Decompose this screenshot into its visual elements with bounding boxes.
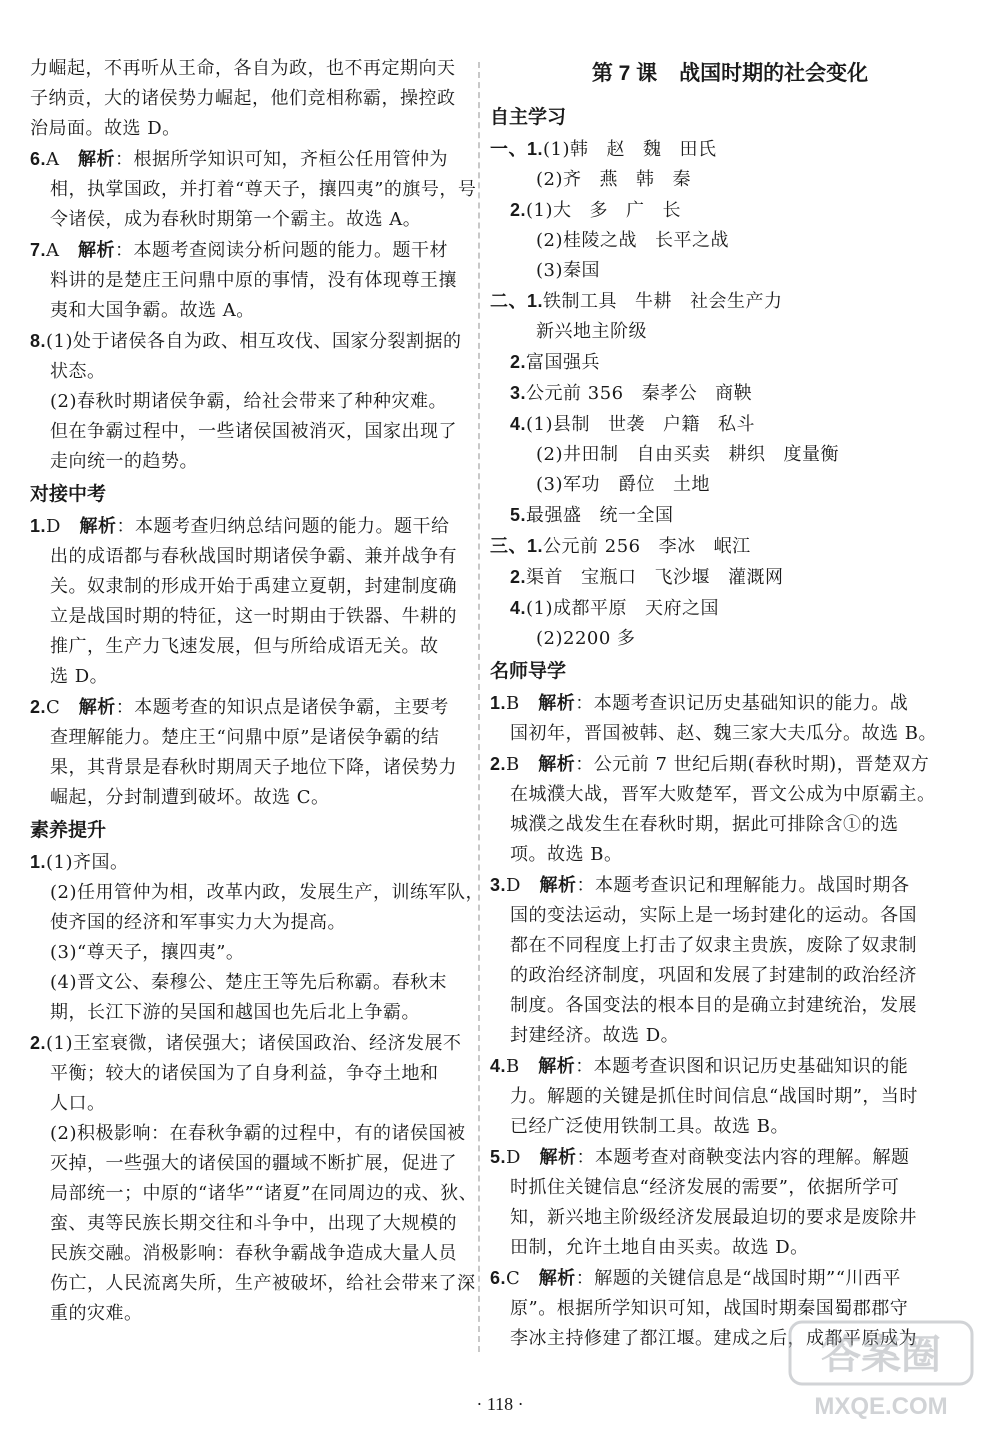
lesson-name: 战国时期的社会变化 bbox=[679, 62, 869, 85]
text-line: 出的成语都与春秋战国时期诸侯争霸、兼并战争有 bbox=[50, 546, 457, 567]
text-line: 崛起，分封制遭到破坏。故选 C。 bbox=[50, 787, 330, 808]
question-number: 二、1. bbox=[490, 291, 544, 311]
text-line: (4)晋文公、秦穆公、楚庄王等先后称霸。春秋末 bbox=[50, 972, 447, 993]
answer-row bbox=[490, 378, 970, 409]
watermark-url-text: MXQE.COM bbox=[814, 1393, 948, 1420]
question-number: 7. bbox=[30, 240, 47, 260]
text-line: 城濮之战发生在春秋时期，据此可排除含①的选 bbox=[510, 814, 899, 835]
question-2 bbox=[490, 749, 970, 780]
answer-item: (2)2200 多 bbox=[536, 628, 636, 649]
text-line: 料讲的是楚庄王问鼎中原的事情，没有体现尊王攘 bbox=[50, 270, 457, 291]
answer-letter: A bbox=[46, 149, 60, 170]
text-line: 蛮、夷等民族长期交往和斗争中，出现了大规模的 bbox=[50, 1213, 457, 1234]
answer-item: 赵 bbox=[606, 139, 626, 160]
text-line: 夷和大国争霸。故选 A。 bbox=[50, 300, 255, 321]
answer-row bbox=[490, 440, 970, 470]
analysis-label: 解析 bbox=[78, 240, 116, 260]
text-line: 制度。各国变法的根本目的是确立封建统治，发展 bbox=[510, 995, 917, 1016]
text-line: (1)齐国。 bbox=[46, 852, 129, 873]
answer-letter: D bbox=[506, 1147, 521, 1168]
question-number: 6. bbox=[490, 1268, 507, 1288]
answer-item: 爵位 bbox=[618, 474, 655, 495]
question-number: 一、1. bbox=[490, 139, 544, 159]
question-2 bbox=[30, 1028, 470, 1059]
text-line: ：本题考查阅读分析问题的能力。题干材 bbox=[115, 240, 449, 261]
answer-item: 李冰 bbox=[658, 536, 696, 557]
question-number: 2. bbox=[30, 1033, 47, 1053]
question-number: 4. bbox=[490, 1056, 507, 1076]
text-line: 伤亡，人民流离失所，生产被破坏，给社会带来了深 bbox=[50, 1273, 476, 1294]
text-line: ：本题考查识记历史基础知识的能力。战 bbox=[575, 693, 909, 714]
section-heading: 名师导学 bbox=[490, 661, 567, 682]
answer-item: (2)桂陵之战 bbox=[536, 230, 637, 251]
text-line: 但在争霸过程中，一些诸侯国被消灭，国家出现了 bbox=[50, 421, 457, 442]
answer-item: 富国强兵 bbox=[526, 352, 601, 373]
text-line: ：本题考查的知识点是诸侯争霸，主要考 bbox=[115, 697, 449, 718]
analysis-label: 解析 bbox=[539, 1147, 577, 1167]
answer-item: 商鞅 bbox=[715, 383, 753, 404]
text-line: 项。故选 B。 bbox=[510, 844, 623, 865]
answer-item: 统一全国 bbox=[599, 505, 674, 526]
text-line: (3)“尊天子，攘四夷”。 bbox=[50, 942, 245, 963]
question-number: 2. bbox=[490, 754, 507, 774]
analysis-label: 解析 bbox=[538, 693, 576, 713]
question-6 bbox=[30, 144, 470, 175]
answer-row bbox=[490, 500, 970, 531]
answer-item: 度量衡 bbox=[783, 444, 839, 465]
answer-item: 宝瓶口 bbox=[581, 567, 637, 588]
text-line: ：本题考查归纳总结问题的能力。题干给 bbox=[116, 516, 450, 537]
text-line: 选 D。 bbox=[50, 666, 109, 687]
watermark-logo bbox=[786, 1316, 976, 1426]
answer-letter: C bbox=[506, 1268, 521, 1289]
answer-letter: D bbox=[506, 875, 521, 896]
text-line: 治局面。故选 D。 bbox=[30, 118, 181, 139]
answer-item: 秦 bbox=[672, 169, 691, 190]
text-line: (2)春秋时期诸侯争霸，给社会带来了种种灾难。 bbox=[50, 391, 447, 412]
answer-letter: D bbox=[46, 516, 61, 537]
text-line: 走向统一的趋势。 bbox=[50, 451, 198, 472]
text-line: 局部统一；中原的“诸华”“诸夏”在同周边的戎、狄、 bbox=[50, 1183, 478, 1204]
answer-item: 天府之国 bbox=[645, 598, 720, 619]
answer-item: 魏 bbox=[643, 139, 662, 160]
text-line: 平衡；较大的诸侯国为了自身利益，争夺土地和 bbox=[50, 1063, 439, 1084]
answer-row bbox=[490, 347, 970, 378]
question-3 bbox=[490, 870, 970, 901]
answer-item: 土地 bbox=[673, 474, 710, 495]
text-line: 都在不同程度上打击了奴隶主贵族，废除了奴隶制 bbox=[510, 935, 917, 956]
analysis-label: 解析 bbox=[538, 1056, 576, 1076]
lesson-number: 第 7 课 bbox=[591, 62, 658, 85]
text-line: 民族交融。消极影响：春秋争霸战争造成大量人员 bbox=[50, 1243, 457, 1264]
text-line: 国的变法运动，实际上是一场封建化的运动。各国 bbox=[510, 905, 917, 926]
text-line: 李冰主持修建了都江堰。建成之后，成都平原成为 bbox=[510, 1328, 917, 1349]
answer-letter: A bbox=[46, 240, 60, 261]
question-1 bbox=[30, 511, 470, 542]
analysis-label: 解析 bbox=[538, 754, 576, 774]
text-line: 原”。根据所学知识可知，战国时期秦国蜀郡郡守 bbox=[510, 1298, 909, 1319]
right-column bbox=[490, 54, 970, 1354]
answer-item: 自由买卖 bbox=[636, 444, 711, 465]
answer-item: 铁制工具 bbox=[543, 291, 618, 312]
column-divider bbox=[478, 62, 480, 1352]
answer-item: 最强盛 bbox=[526, 505, 582, 526]
text-line: 灭掉，一些强大的诸侯国的疆域不断扩展，促进了 bbox=[50, 1153, 457, 1174]
answer-letter: B bbox=[506, 693, 520, 714]
answer-item: 户籍 bbox=[663, 414, 701, 435]
answer-item: 牛耕 bbox=[635, 291, 673, 312]
text-line: (2)积极影响：在春秋争霸的过程中，有的诸侯国被 bbox=[50, 1123, 466, 1144]
text-line: 知，新兴地主阶级经济发展最迫切的要求是废除井 bbox=[510, 1207, 917, 1228]
answer-row bbox=[490, 624, 970, 654]
question-7 bbox=[30, 235, 470, 266]
text-line: 相，执掌国政，并打着“尊天子，攘四夷”的旗号，号 bbox=[50, 179, 477, 200]
answer-item: 新兴地主阶级 bbox=[536, 321, 647, 342]
text-line: ：本题考查识图和识记历史基础知识的能 bbox=[575, 1056, 909, 1077]
question-number: 3. bbox=[490, 875, 507, 895]
answer-item: 韩 bbox=[636, 169, 655, 190]
text-line: 的政治经济制度，巩固和发展了封建制的政治经济 bbox=[510, 965, 917, 986]
question-8 bbox=[30, 326, 470, 357]
text-line: (1)处于诸侯各自为政、相互攻伐、国家分裂割据的 bbox=[46, 331, 462, 352]
answer-item: 社会生产力 bbox=[690, 291, 783, 312]
question-number: 8. bbox=[30, 331, 47, 351]
answer-item: 秦孝公 bbox=[641, 383, 698, 404]
text-line: 令诸侯，成为春秋时期第一个霸主。故选 A。 bbox=[50, 209, 422, 230]
section-heading: 素养提升 bbox=[30, 820, 107, 841]
text-line: 关。奴隶制的形成开始于禹建立夏朝，封建制度确 bbox=[50, 576, 457, 597]
answer-row bbox=[490, 256, 970, 286]
text-line: (1)王室衰微，诸侯强大；诸侯国政治、经济发展不 bbox=[46, 1033, 462, 1054]
text-line: 子纳贡，大的诸侯势力崛起，他们竞相称霸，操控政 bbox=[30, 88, 456, 109]
answer-item: 渠首 bbox=[526, 567, 564, 588]
question-number: 2. bbox=[510, 200, 527, 220]
left-column bbox=[30, 54, 484, 1329]
answer-letter: C bbox=[46, 697, 61, 718]
answer-row bbox=[490, 593, 970, 624]
text-line: 已经广泛使用铁制工具。故选 B。 bbox=[510, 1116, 789, 1137]
text-line: 状态。 bbox=[50, 361, 106, 382]
question-number: 三、1. bbox=[490, 536, 544, 556]
answer-item: 多 bbox=[589, 200, 609, 221]
text-line: 推广，生产力飞速发展，但与所给成语无关。故 bbox=[50, 636, 439, 657]
answer-row bbox=[490, 286, 970, 317]
answer-item: 长平之战 bbox=[655, 230, 729, 251]
answer-row bbox=[490, 226, 970, 256]
text-line: 重的灾难。 bbox=[50, 1303, 143, 1324]
text-line: ：解题的关键信息是“战国时期”“川西平 bbox=[575, 1268, 901, 1289]
answer-letter: B bbox=[506, 754, 520, 775]
question-number: 4. bbox=[510, 598, 527, 618]
text-line: 力崛起，不再听从王命，各自为政，也不再定期向天 bbox=[30, 58, 456, 79]
answer-row bbox=[490, 531, 970, 562]
text-line: 人口。 bbox=[50, 1093, 106, 1114]
section-heading: 自主学习 bbox=[490, 107, 567, 128]
text-line: 田制，允许土地自由买卖。故选 D。 bbox=[510, 1237, 809, 1258]
answer-item: 广 bbox=[626, 200, 645, 221]
question-number: 1. bbox=[30, 852, 47, 872]
answer-row bbox=[490, 134, 970, 165]
watermark-main-text: 答案圈 bbox=[821, 1332, 941, 1378]
question-number: 2. bbox=[30, 697, 47, 717]
text-line: ：本题考查对商鞅变法内容的理解。解题 bbox=[576, 1147, 910, 1168]
text-line: 期，长江下游的吴国和越国也先后北上争霸。 bbox=[50, 1002, 420, 1023]
answer-item: 公元前 356 bbox=[526, 383, 624, 404]
question-5 bbox=[490, 1142, 970, 1173]
answer-item: 公元前 256 bbox=[543, 536, 641, 557]
text-line: 国初年，晋国被韩、赵、魏三家大夫瓜分。故选 B。 bbox=[510, 723, 937, 744]
answer-row bbox=[490, 562, 970, 593]
answer-item: 私斗 bbox=[718, 414, 756, 435]
text-line: 立是战国时期的特征，这一时期由于铁器、牛耕的 bbox=[50, 606, 457, 627]
answer-item: 世袭 bbox=[608, 414, 646, 435]
watermark-icon bbox=[786, 1316, 976, 1426]
answer-row bbox=[490, 165, 970, 195]
answer-item: (3)军功 bbox=[536, 474, 600, 495]
answer-item: (1)县制 bbox=[526, 414, 591, 435]
answer-item: (3)秦国 bbox=[536, 260, 600, 281]
question-number: 5. bbox=[490, 1147, 507, 1167]
answer-item: (1)大 bbox=[526, 200, 572, 221]
answer-letter: B bbox=[506, 1056, 520, 1077]
answer-row bbox=[490, 317, 970, 347]
question-number: 1. bbox=[30, 516, 47, 536]
question-1 bbox=[30, 847, 470, 878]
answer-item: (1)成都平原 bbox=[526, 598, 628, 619]
text-line: (2)任用管仲为相，改革内政，发展生产，训练军队， bbox=[50, 882, 484, 903]
text-line: 时抓住关键信息“经济发展的需要”，依据所学可 bbox=[510, 1177, 900, 1198]
text-line: 使齐国的经济和军事实力大为提高。 bbox=[50, 912, 346, 933]
question-4 bbox=[490, 1051, 970, 1082]
answer-item: 田氏 bbox=[679, 139, 717, 160]
answer-item: (2)井田制 bbox=[536, 444, 619, 465]
question-number: 2. bbox=[510, 352, 527, 372]
answer-item: 灌溉网 bbox=[728, 567, 784, 588]
answer-row bbox=[490, 409, 970, 440]
answer-item: (2)齐 bbox=[536, 169, 582, 190]
analysis-label: 解析 bbox=[78, 697, 116, 717]
answer-item: 长 bbox=[662, 200, 682, 221]
text-line: 在城濮大战，晋军大败楚军，晋文公成为中原霸主。 bbox=[510, 784, 936, 805]
answer-item: (1)韩 bbox=[543, 139, 589, 160]
text-line: ：根据所学知识可知，齐桓公任用管仲为 bbox=[115, 149, 449, 170]
answer-item: 岷江 bbox=[713, 536, 751, 557]
answer-item: 耕织 bbox=[728, 444, 766, 465]
question-number: 1. bbox=[490, 693, 507, 713]
answer-row bbox=[490, 195, 970, 226]
question-2 bbox=[30, 692, 470, 723]
question-1 bbox=[490, 688, 970, 719]
question-number: 4. bbox=[510, 414, 527, 434]
text-line: 力。解题的关键是抓住时间信息“战国时期”，当时 bbox=[510, 1086, 918, 1107]
text-line: ：公元前 7 世纪后期(春秋时期)，晋楚双方 bbox=[575, 754, 930, 775]
answer-item: 燕 bbox=[599, 169, 618, 190]
answer-row bbox=[490, 470, 970, 500]
analysis-label: 解析 bbox=[79, 516, 117, 536]
answer-item: 飞沙堰 bbox=[654, 567, 711, 588]
question-number: 5. bbox=[510, 505, 527, 525]
text-line: 封建经济。故选 D。 bbox=[510, 1025, 680, 1046]
question-number: 6. bbox=[30, 149, 47, 169]
question-number: 2. bbox=[510, 567, 527, 587]
text-line: 查理解能力。楚庄王“问鼎中原”是诸侯争霸的结 bbox=[50, 727, 440, 748]
section-heading: 对接中考 bbox=[30, 484, 107, 505]
analysis-label: 解析 bbox=[78, 149, 116, 169]
text-line: ：本题考查识记和理解能力。战国时期各 bbox=[576, 875, 910, 896]
lesson-title bbox=[490, 54, 970, 94]
analysis-label: 解析 bbox=[539, 875, 577, 895]
page-number: · 118 · bbox=[476, 1394, 524, 1414]
question-6 bbox=[490, 1263, 970, 1294]
text-line: 果，其背景是春秋时期周天子地位下降，诸侯势力 bbox=[50, 757, 457, 778]
analysis-label: 解析 bbox=[538, 1268, 576, 1288]
question-number: 3. bbox=[510, 383, 527, 403]
